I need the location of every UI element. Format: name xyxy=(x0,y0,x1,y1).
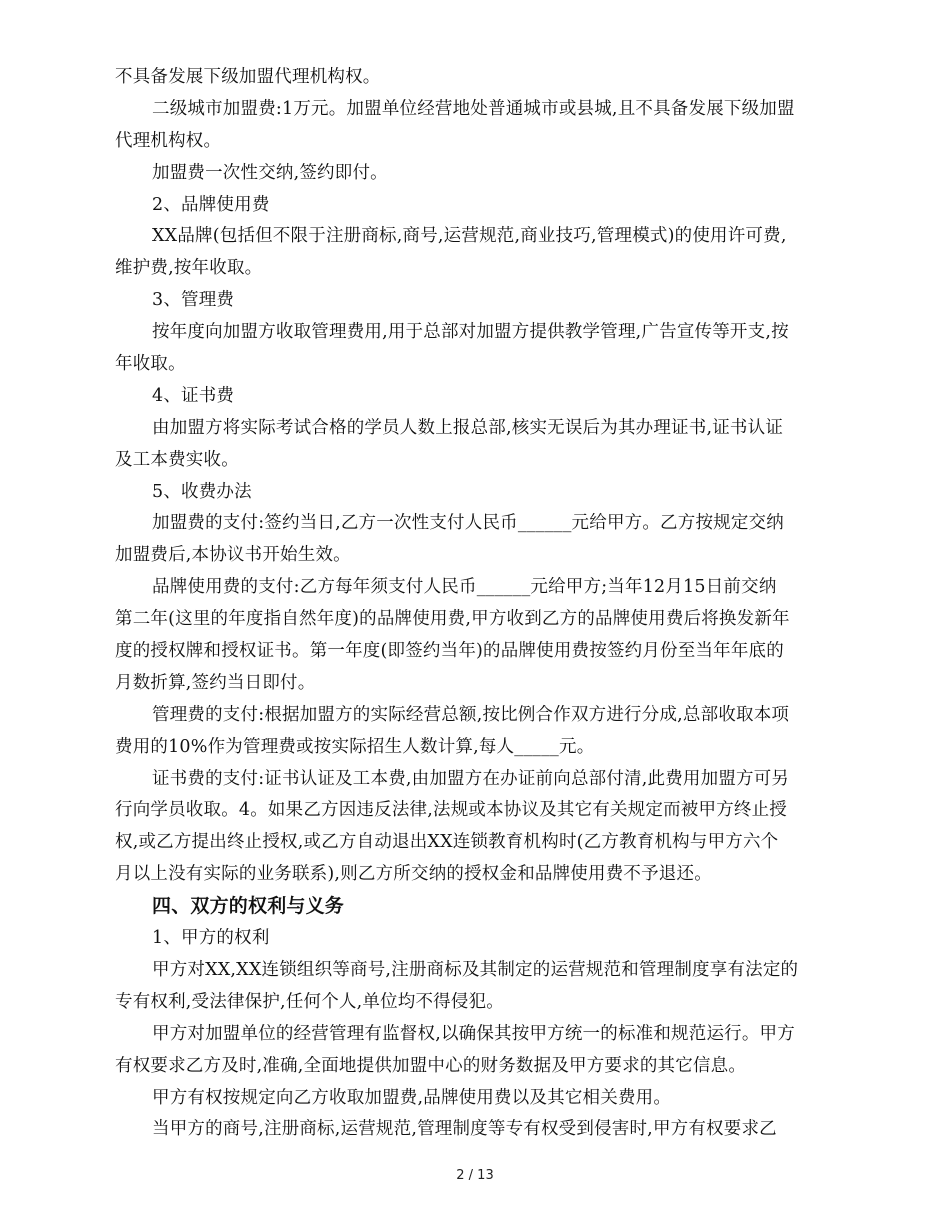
text-line: 管理费的支付:根据加盟方的实际经营总额,按比例合作双方进行分成,总部收取本项 xyxy=(152,704,790,725)
text-line: 月数折算,签约当日即付。 xyxy=(115,672,316,693)
text-line: 甲方对加盟单位的经营管理有监督权,以确保其按甲方统一的标准和规范运行。甲方 xyxy=(152,1023,795,1044)
text-line: 当甲方的商号,注册商标,运营规范,管理制度等专有权受到侵害时,甲方有权要求乙 xyxy=(152,1119,777,1140)
text-line: 不具备发展下级加盟代理机构权。 xyxy=(115,67,381,87)
text-line: 加盟费的支付:签约当日,乙方一次性支付人民币______元给甲方。乙方按规定交纳 xyxy=(152,513,784,534)
text-line: 加盟费一次性交纳,签约即付。 xyxy=(152,162,388,183)
text-line: 度的授权牌和授权证书。第一年度(即签约当年)的品牌使用费按签约月份至当年年底的 xyxy=(115,641,784,662)
text-line: 证书费的支付:证书认证及工本费,由加盟方在办证前向总部付清,此费用加盟方可另 xyxy=(152,768,790,789)
text-line: 第二年(这里的年度指自然年度)的品牌使用费,甲方收到乙方的品牌使用费后将换发新年 xyxy=(115,609,790,630)
text-line: XX品牌(包括但不限于注册商标,商号,运营规范,商业技巧,管理模式)的使用许可费, xyxy=(152,226,787,247)
text-line: 及工本费实收。 xyxy=(115,449,239,470)
text-line: 2、品牌使用费 xyxy=(152,194,270,215)
text-line: 代理机构权。 xyxy=(115,130,222,151)
text-line: 费用的10%作为管理费或按实际招生人数计算,每人_____元。 xyxy=(115,736,595,757)
text-line: 5、收费办法 xyxy=(152,481,252,502)
text-line: 行向学员收取。4。如果乙方因违反法律,法规或本协议及其它有关规定而被甲方终止授 xyxy=(115,800,787,821)
text-line: 按年度向加盟方收取管理费用,用于总部对加盟方提供教学管理,广告宣传等开支,按 xyxy=(152,322,789,343)
text-line: 甲方有权按规定向乙方收取加盟费,品牌使用费以及其它相关费用。 xyxy=(152,1087,672,1108)
text-line: 由加盟方将实际考试合格的学员人数上报总部,核实无误后为其办理证书,证书认证 xyxy=(152,417,784,438)
text-line: 权,或乙方提出终止授权,或乙方自动退出XX连锁教育机构时(乙方教育机构与甲方六个 xyxy=(115,832,779,853)
text-line: 有权要求乙方及时,准确,全面地提供加盟中心的财务数据及甲方要求的其它信息。 xyxy=(115,1055,747,1076)
text-line: 3、管理费 xyxy=(152,290,235,311)
text-line: 加盟费后,本协议书开始生效。 xyxy=(115,545,351,566)
text-line: 4、证书费 xyxy=(152,385,235,406)
text-line: 年收取。 xyxy=(115,354,186,375)
page-number: 2 / 13 xyxy=(456,1168,494,1183)
text-line: 甲方对XX,XX连锁组织等商号,注册商标及其制定的运营规范和管理制度享有法定的 xyxy=(152,959,799,980)
text-line: 专有权利,受法律保护,任何个人,单位均不得侵犯。 xyxy=(115,991,504,1012)
text-line: 品牌使用费的支付:乙方每年须支付人民币______元给甲方;当年12月15日前交纳 xyxy=(152,577,777,598)
section-heading: 四、双方的权利与义务 xyxy=(152,895,345,918)
text-line: 维护费,按年收取。 xyxy=(115,258,263,279)
text-line: 1、甲方的权利 xyxy=(152,928,270,949)
text-line: 月以上没有实际的业务联系),则乙方所交纳的授权金和品牌使用费不予退还。 xyxy=(115,864,712,885)
text-line: 二级城市加盟费:1万元。加盟单位经营地处普通城市或县城,且不具备发展下级加盟 xyxy=(152,98,795,119)
document-page xyxy=(115,62,835,1146)
